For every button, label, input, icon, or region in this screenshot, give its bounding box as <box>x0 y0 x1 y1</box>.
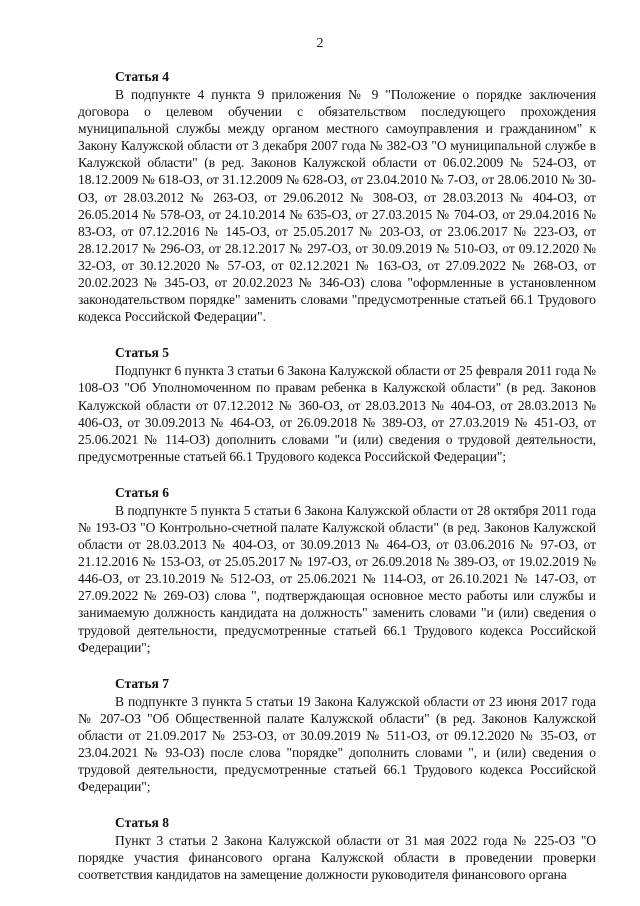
article-text: В подпункте 3 пункта 5 статьи 19 Закона Калужской области от 23 июня 2017 года № 207-ОЗ "Об Общественной палате Калужской области" (в ред. Законов Калужской области от 21.09.2017 № 253-ОЗ, от 30.09.2019 № 511-ОЗ, от 09.12.2020 № 35-ОЗ, от 23.04.2021 № 93-ОЗ) после слова "порядке" дополнить словами ", и (или) сведения о трудовой деятельности, предусмотренные статьей 66.1 Трудового кодекса Российской Федерации"; <box>78 693 596 795</box>
article-4 <box>78 68 596 325</box>
article-5 <box>78 344 596 465</box>
article-title: Статья 4 <box>115 69 169 84</box>
article-text: В подпункте 5 пункта 5 статьи 6 Закона Калужской области от 28 октября 2011 года № 193-ОЗ "О Контрольно-счетной палате Калужской области" (в ред. Законов Калужской области от 28.03.2013 № 404-ОЗ, от 30.09.2013 № 464-ОЗ, от 03.06.2016 № 97-ОЗ, от 21.12.2016 № 153-ОЗ, от 25.05.2017 № 197-ОЗ, от 26.09.2018 № 389-ОЗ, от 19.02.2019 № 446-ОЗ, от 23.10.2019 № 512-ОЗ, от 25.06.2021 № 114-ОЗ, от 26.10.2021 № 147-ОЗ, от 27.09.2022 № 269-ОЗ) слова ", подтверждающая основное место работы или службы и занимаемую должность кандидата на должность" заменить словами "и (или) сведения о трудовой деятельности, предусмотренные статьей 66.1 Трудового кодекса Российской Федерации"; <box>78 502 596 655</box>
document-body <box>78 68 596 884</box>
article-title: Статья 6 <box>115 484 169 500</box>
article-text: В подпункте 4 пункта 9 приложения № 9 "Положение о порядке заключения договора о целевом обучении с обязательством последующего прохождения муниципальной службы между органом местного самоуправления и гражданином" к Закону Калужской области от 3 декабря 2007 года № 382-ОЗ "О муниципальной службе в Калужской области" (в ред. Законов Калужской области от 06.02.2009 № 524-ОЗ, от 18.12.2009 № 618-ОЗ, от 31.12.2009 № 628-ОЗ, от 23.04.2010 № 7-ОЗ, от 28.06.2010 № 30-ОЗ, от 28.03.2012 № 263-ОЗ, от 29.06.2012 № 308-ОЗ, от 28.03.2013 № 404-ОЗ, от 26.05.2014 № 578-ОЗ, от 24.10.2014 № 635-ОЗ, от 27.03.2015 № 704-ОЗ, от 29.04.2016 № 83-ОЗ, от 07.12.2016 № 145-ОЗ, от 25.05.2017 № 203-ОЗ, от 23.06.2017 № 223-ОЗ, от 28.12.2017 № 296-ОЗ, от 28.12.2017 № 297-ОЗ, от 30.09.2019 № 510-ОЗ, от 09.12.2020 № 32-ОЗ, от 30.12.2020 № 57-ОЗ, от 02.12.2021 № 163-ОЗ, от 27.09.2022 № 268-ОЗ, от 20.02.2023 № 345-ОЗ, от 20.02.2023 № 346-ОЗ) слова "оформленные в установленном законодательством порядке" заменить словами "предусмотренные статьей 66.1 Трудового кодекса Российской Федерации". <box>78 87 596 325</box>
article-title: Статья 5 <box>115 345 169 361</box>
article-text: Подпункт 6 пункта 3 статьи 6 Закона Калужской области от 25 февраля 2011 года № 108-ОЗ "Об Уполномоченном по правам ребенка в Калужской области" (в ред. Законов Калужской области от 07.12.2012 № 360-ОЗ, от 28.03.2013 № 404-ОЗ, от 28.03.2013 № 406-ОЗ, от 30.09.2013 № 464-ОЗ, от 26.09.2018 № 389-ОЗ, от 27.03.2019 № 451-ОЗ, от 25.06.2021 № 114-ОЗ) дополнить словами "и (или) сведения о трудовой деятельности, предусмотренные статьей 66.1 Трудового кодекса Российской Федерации"; <box>78 363 596 464</box>
article-title: Статья 8 <box>115 815 169 831</box>
article-6 <box>78 484 596 656</box>
page-number: 2 <box>316 36 324 51</box>
article-7 <box>78 675 596 796</box>
article-title: Статья 7 <box>115 675 169 691</box>
article-text: Пункт 3 статьи 2 Закона Калужской области от 31 мая 2022 года № 225-ОЗ "О порядке участия финансового органа Калужской области в проведении проверки соответствия кандидатов на замещение должности руководителя финансового органа <box>78 833 596 883</box>
article-8 <box>78 814 596 883</box>
